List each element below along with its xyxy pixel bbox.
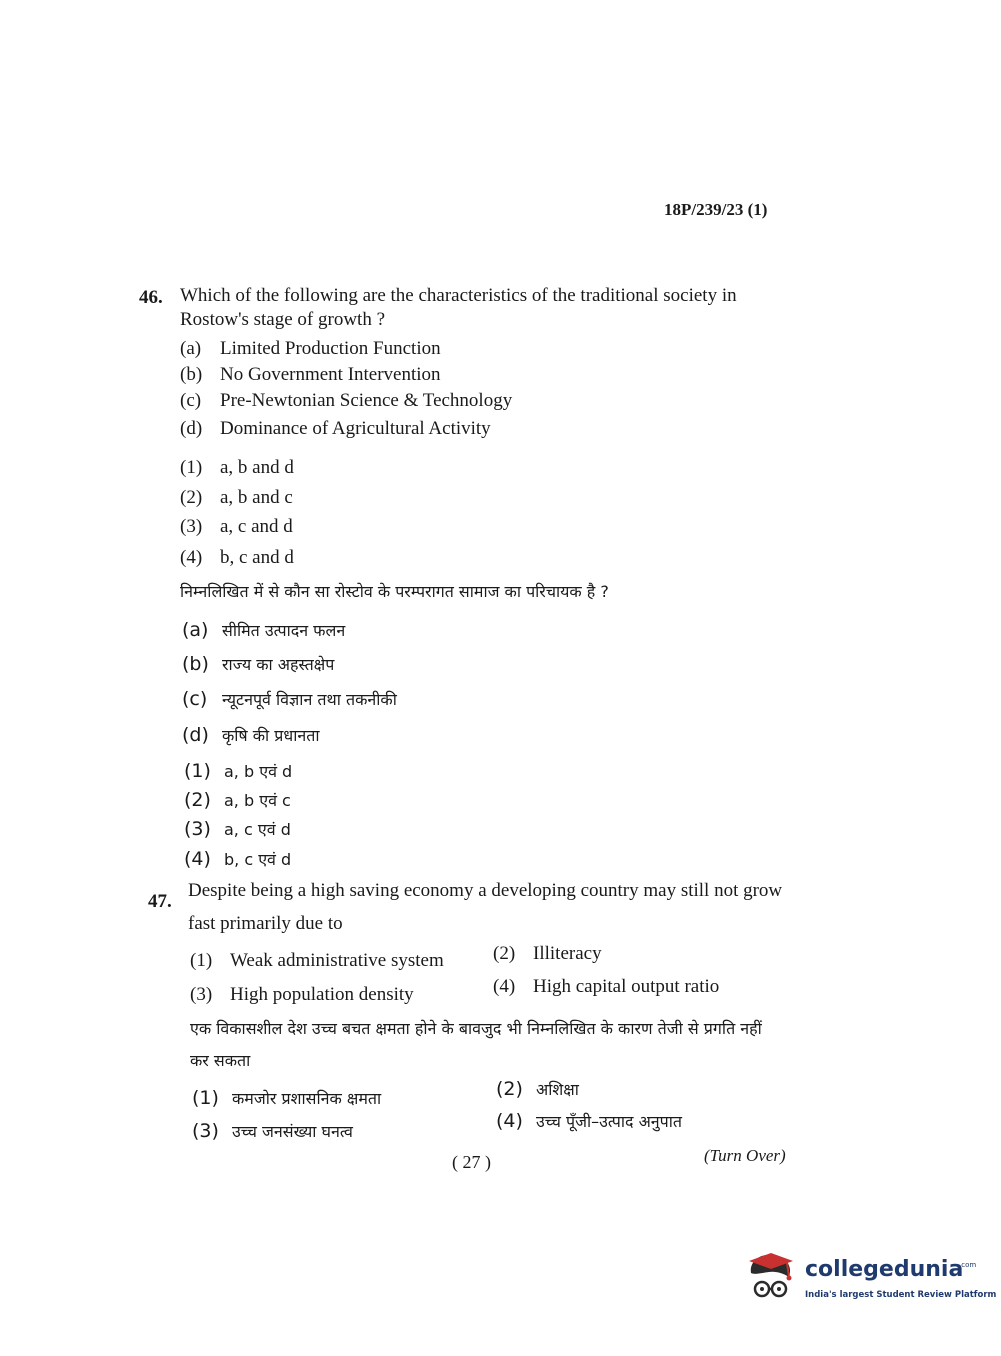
q47-option-3 bbox=[190, 984, 414, 1006]
question-47-hindi-line1: एक विकासशील देश उच्च बचत क्षमता होने के बावजुद भी निम्नलिखित के कारण तेजी से प्रगति नहीं bbox=[190, 1019, 762, 1038]
brand-name: collegedunia bbox=[805, 1257, 964, 1282]
statement-label: (b) bbox=[182, 653, 209, 675]
option-label: (4) bbox=[493, 976, 516, 997]
statement-text: Dominance of Agricultural Activity bbox=[220, 418, 491, 439]
option-label: (4) bbox=[496, 1110, 523, 1132]
hindi-statement-d bbox=[182, 724, 320, 746]
option-label: (1) bbox=[192, 1087, 219, 1109]
option-label: (3) bbox=[192, 1120, 219, 1142]
brand-domain: .com bbox=[959, 1261, 977, 1269]
option-label: (2) bbox=[496, 1078, 523, 1100]
collegedunia-watermark bbox=[745, 1251, 997, 1311]
option-text: b, c एवं d bbox=[224, 850, 292, 869]
option-label: (1) bbox=[190, 950, 213, 971]
mascot-icon bbox=[745, 1251, 801, 1309]
question-46-text-line2: Rostow's stage of growth ? bbox=[180, 309, 386, 330]
option-label: (2) bbox=[493, 943, 516, 964]
option-text: b, c and d bbox=[220, 547, 294, 568]
option-label: (1) bbox=[184, 760, 211, 782]
statement-text: Pre-Newtonian Science & Technology bbox=[220, 390, 513, 411]
paper-code: 18P/239/23 (1) bbox=[664, 200, 768, 219]
option-text: उच्च पूँजी–उत्पाद अनुपात bbox=[536, 1112, 683, 1131]
option-label: (3) bbox=[184, 818, 211, 840]
option-label: (2) bbox=[184, 789, 211, 811]
option-2 bbox=[180, 487, 293, 509]
option-text: a, b and c bbox=[220, 487, 293, 508]
option-text: कमजोर प्रशासनिक क्षमता bbox=[232, 1089, 382, 1108]
q47-option-2 bbox=[493, 943, 602, 965]
hindi-option-3 bbox=[184, 818, 291, 840]
option-text: a, b एवं d bbox=[224, 762, 293, 781]
q47-hindi-option-3 bbox=[192, 1120, 353, 1142]
statement-label: (a) bbox=[180, 338, 202, 359]
statement-label: (c) bbox=[182, 688, 208, 710]
hindi-statement-b bbox=[182, 653, 334, 675]
q47-option-4 bbox=[493, 976, 719, 998]
hindi-option-1 bbox=[184, 760, 292, 782]
option-text: a, b एवं c bbox=[224, 791, 291, 810]
q47-hindi-option-1 bbox=[192, 1087, 381, 1109]
statement-a bbox=[180, 338, 441, 360]
statement-text: कृषि की प्रधानता bbox=[222, 726, 320, 745]
option-4 bbox=[180, 547, 294, 569]
hindi-statement-c bbox=[182, 688, 397, 710]
statement-c bbox=[180, 390, 512, 412]
option-text: अशिक्षा bbox=[536, 1080, 579, 1099]
statement-label: (d) bbox=[180, 418, 203, 439]
hindi-option-2 bbox=[184, 789, 291, 811]
option-text: उच्च जनसंख्या घनत्व bbox=[232, 1122, 353, 1141]
brand-tagline: India's largest Student Review Platform bbox=[805, 1290, 997, 1300]
option-label: (3) bbox=[180, 516, 203, 537]
statement-b bbox=[180, 364, 441, 386]
q47-hindi-option-2 bbox=[496, 1078, 579, 1100]
option-1 bbox=[180, 457, 294, 479]
q47-hindi-option-4 bbox=[496, 1110, 682, 1132]
q47-option-1 bbox=[190, 950, 444, 972]
statement-label: (d) bbox=[182, 724, 209, 746]
statement-label: (a) bbox=[182, 619, 209, 641]
question-47-text-line2: fast primarily due to bbox=[188, 913, 343, 934]
statement-text: न्यूटनपूर्व विज्ञान तथा तकनीकी bbox=[222, 690, 397, 709]
option-text: a, b and d bbox=[220, 457, 294, 478]
option-text: High capital output ratio bbox=[533, 976, 720, 997]
turn-over-note: (Turn Over) bbox=[704, 1146, 786, 1165]
page-number: ( 27 ) bbox=[452, 1152, 491, 1172]
question-number-47: 47. bbox=[148, 891, 172, 912]
question-47-text-line1: Despite being a high saving economy a developing country may still not grow bbox=[188, 880, 783, 901]
option-text: High population density bbox=[230, 984, 414, 1005]
statement-label: (b) bbox=[180, 364, 203, 385]
option-3 bbox=[180, 516, 293, 538]
option-text: Weak administrative system bbox=[230, 950, 444, 971]
option-text: a, c एवं d bbox=[224, 820, 291, 839]
option-text: a, c and d bbox=[220, 516, 293, 537]
option-text: Illiteracy bbox=[533, 943, 602, 964]
question-number-46: 46. bbox=[139, 287, 163, 308]
question-46-hindi-text: निम्नलिखित में से कौन सा रोस्टोव के परम्परागत सामाज का परिचायक है ? bbox=[180, 582, 609, 601]
statement-text: Limited Production Function bbox=[220, 338, 441, 359]
statement-text: राज्य का अहस्तक्षेप bbox=[222, 655, 335, 674]
option-label: (4) bbox=[180, 547, 203, 568]
question-46-text-line1: Which of the following are the characteristics of the traditional society in bbox=[180, 285, 737, 306]
option-label: (4) bbox=[184, 848, 211, 870]
statement-text: No Government Intervention bbox=[220, 364, 441, 385]
question-47-hindi-line2: कर सकता bbox=[190, 1051, 251, 1070]
option-label: (2) bbox=[180, 487, 203, 508]
option-label: (3) bbox=[190, 984, 213, 1005]
hindi-option-4 bbox=[184, 848, 291, 870]
hindi-statement-a bbox=[182, 619, 345, 641]
statement-label: (c) bbox=[180, 390, 202, 411]
statement-d bbox=[180, 418, 491, 440]
statement-text: सीमित उत्पादन फलन bbox=[222, 621, 346, 640]
option-label: (1) bbox=[180, 457, 203, 478]
